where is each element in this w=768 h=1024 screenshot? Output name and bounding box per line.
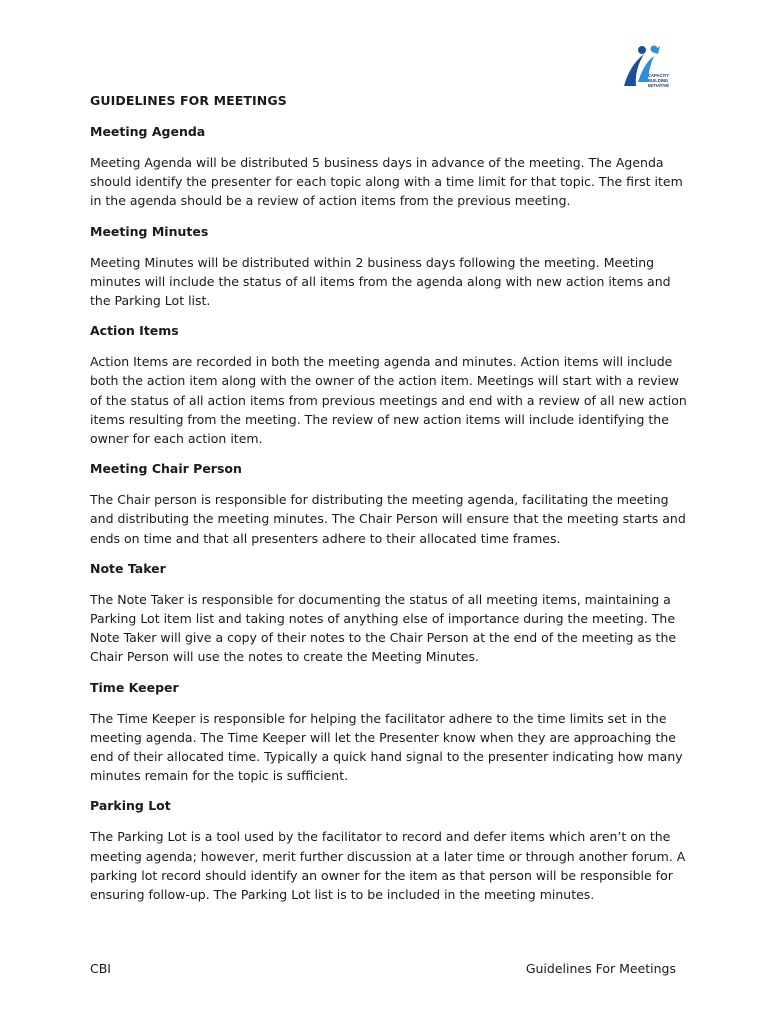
section-body: The Parking Lot is a tool used by the facilitator to record and defer items which aren’t on the meeting agenda; however, merit further discussion at a later time or through another forum. A parking lot record should identify an owner for the item as that person will be responsible for ensuring follow-up. The Parking Lot list is to be included in the meeting minutes. [90, 829, 686, 903]
section-body: Meeting Agenda will be distributed 5 business days in advance of the meeting. The Agenda should identify the presenter for each topic along with a time limit for that topic. The first item in the agenda should be a review of action items from the previous meeting. [90, 155, 683, 209]
organization-logo [618, 42, 680, 92]
logo-text-line-1: CAPACITY [648, 73, 670, 78]
section-body: The Note Taker is responsible for documenting the status of all meeting items, maintaining a Parking Lot item list and taking notes of anything else of importance during the meeting. The Note Taker will give a copy of their notes to the Chair Person at the end of the meeting as the Chair Person will use the notes to create the Meeting Minutes. [90, 591, 677, 665]
section-heading: Action Items [90, 323, 179, 339]
footer-organization: CBI [90, 961, 111, 976]
section-heading: Meeting Agenda [90, 124, 206, 139]
section-body: The Time Keeper is responsible for helping the facilitator adhere to the time limits set in the meeting agenda. The Time Keeper will let the Presenter know when they are approaching the end of their allocated time. Typically a quick hand signal to the presenter indicating how many minutes remain for the topic is sufficient. [90, 710, 683, 784]
section-heading: Meeting Chair Person [90, 461, 242, 477]
section-action-items [90, 322, 690, 448]
document-title: GUIDELINES FOR MEETINGS [90, 93, 287, 108]
section-body: The Chair person is responsible for distributing the meeting agenda, facilitating the meeting and distributing the meeting minutes. The Chair Person will ensure that the meeting starts and ends on time and that all presenters adhere to their allocated time frames. [90, 492, 686, 546]
section-heading: Time Keeper [90, 679, 179, 695]
document-body [90, 92, 690, 916]
logo-text-line-2: BUILDING [648, 78, 669, 83]
section-meeting-minutes [90, 223, 690, 311]
section-heading: Meeting Minutes [90, 223, 209, 239]
section-time-keeper [90, 679, 690, 786]
section-note-taker [90, 560, 690, 667]
section-meeting-chair-person [90, 460, 690, 548]
logo-figure-head-left [638, 46, 646, 54]
section-meeting-agenda [90, 123, 690, 211]
section-parking-lot [90, 797, 690, 904]
footer-document-title: Guidelines For Meetings [525, 961, 676, 976]
logo-text-line-3: INITIATIVE [648, 83, 670, 88]
section-heading: Parking Lot [90, 798, 171, 814]
section-body: Action Items are recorded in both the meeting agenda and minutes. Action items will include both the action item along with the owner of the action item. Meetings will start with a review of the status of all action items from previous meetings and end with a review of all new action items resulting from the meeting. The review of new action items will include identifying the owner for each action item. [90, 354, 687, 447]
capacity-building-initiative-logo-icon [618, 42, 680, 92]
section-body: Meeting Minutes will be distributed within 2 business days following the meeting. Meeting minutes will include the status of all items from the agenda along with new action items and the Parking Lot list. [90, 254, 671, 309]
section-heading: Note Taker [90, 560, 166, 576]
